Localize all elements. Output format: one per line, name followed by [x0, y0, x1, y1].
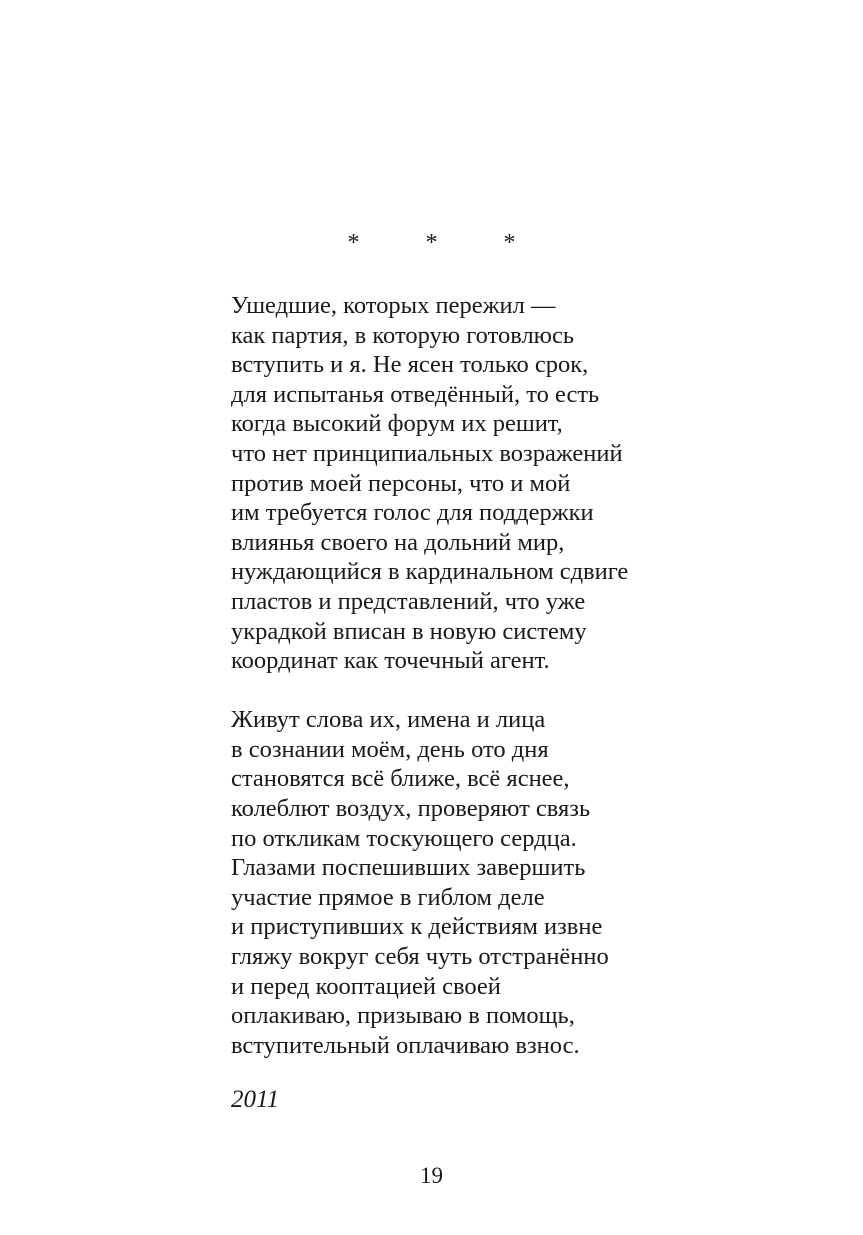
page-number: 19 [420, 1163, 443, 1188]
poem-line: как партия, в которую готовлюсь [231, 321, 575, 349]
poem-line: и перед кооптацией своей [231, 972, 501, 1000]
poem-line: по откликам тоскующего сердца. [231, 824, 577, 852]
poem-line: вступить и я. Не ясен только срок, [231, 351, 589, 379]
poem-line: пластов и представлений, что уже [231, 587, 586, 615]
poem-line: оплакиваю, призываю в помощь, [231, 1002, 575, 1030]
poem-line: Глазами поспешивших завершить [231, 854, 586, 882]
poem-line: колеблют воздух, проверяют связь [231, 795, 591, 822]
stanza-2 [231, 705, 791, 1060]
poem-line: гляжу вокруг себя чуть отстранённо [231, 942, 609, 970]
poem-line: вступительный оплачиваю взнос. [231, 1031, 580, 1059]
poem-line: когда высокий форум их решит, [231, 410, 563, 438]
poem-line: в сознании моём, день ото дня [231, 735, 549, 763]
poem-line: координат как точечный агент. [231, 647, 550, 675]
poem-line: против моей персоны, что и мой [231, 469, 571, 497]
poem-line: нуждающийся в кардинальном сдвиге [231, 558, 629, 586]
stanza-1 [231, 291, 791, 676]
poem-line: участие прямое в гиблом деле [231, 883, 545, 911]
poem-line: украдкой вписан в новую систему [231, 617, 587, 645]
poem-line: становятся всё ближе, всё яснее, [231, 765, 570, 793]
poem-line: им требуется голос для поддержки [231, 499, 594, 527]
poem-date: 2011 [231, 1086, 280, 1113]
section-divider: * * * [347, 230, 546, 256]
poem [231, 291, 791, 1060]
poem-line: что нет принципиальных возражений [231, 439, 623, 467]
poem-line: для испытанья отведённый, то есть [231, 380, 600, 408]
poem-line: и приступивших к действиям извне [231, 913, 603, 941]
poem-line: Живут слова их, имена и лица [231, 706, 546, 734]
poem-line: Ушедшие, которых пережил — [231, 292, 556, 319]
poem-line: влиянья своего на дольний мир, [231, 528, 565, 556]
